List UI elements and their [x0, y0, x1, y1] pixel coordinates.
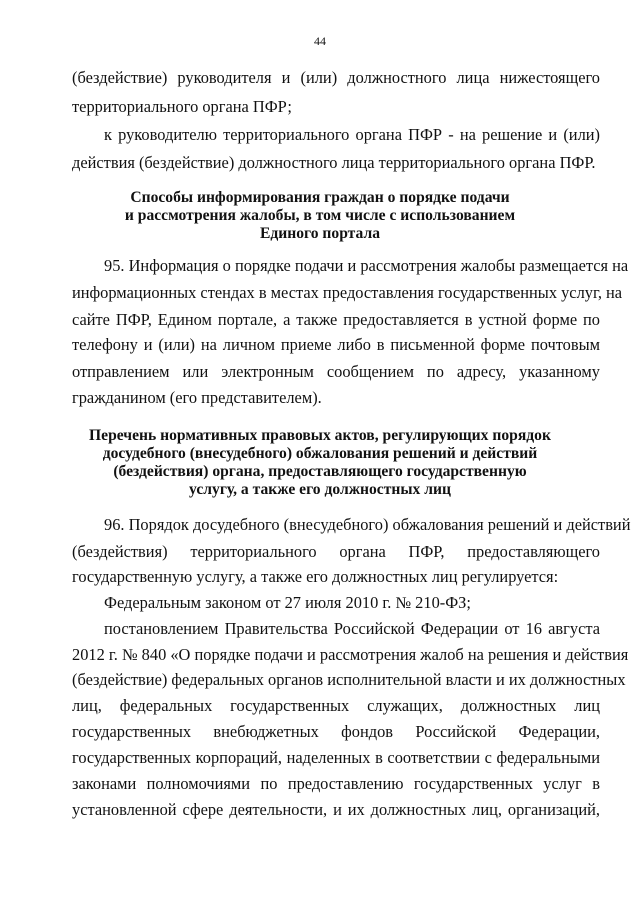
text-line: гражданином (его представителем). [72, 388, 322, 407]
text-line: (бездействие) руководителя и (или) должностного лица нижестоящего [72, 68, 600, 87]
section-heading: досудебного (внесудебного) обжалования решений и действий [102, 445, 538, 462]
text-line: информационных стендах в местах предоставления государственных услуг, на [72, 283, 623, 302]
text-line: отправлением или электронным сообщением по адресу, указанному [72, 362, 600, 381]
text-line: сайте ПФР, Едином портале, а также предоставляется в устной форме по [72, 310, 600, 329]
page-number: 44 [314, 34, 326, 48]
text-line: (бездействия) территориального органа ПФР, предоставляющего [72, 542, 600, 561]
text-line: законами полномочиями по предоставлению государственных услуг в [72, 774, 600, 793]
text-line: лиц, федеральных государственных служащих, должностных лиц [72, 696, 600, 715]
section-heading: Перечень нормативных правовых актов, регулирующих порядок [89, 427, 551, 444]
section-heading: Единого портала [259, 225, 381, 242]
section-heading: Способы информирования граждан о порядке подачи [130, 189, 510, 206]
section-heading: услугу, а также его должностных лиц [189, 481, 451, 498]
text-line: к руководителю территориального органа ПФР - на решение и (или) [104, 125, 600, 144]
text-line: территориального органа ПФР; [72, 97, 292, 116]
text-line: 96. Порядок досудебного (внесудебного) обжалования решений и действий [104, 515, 631, 534]
section-heading: и рассмотрения жалобы, в том числе с использованием [124, 207, 516, 224]
text-line: установленной сфере деятельности, и их должностных лиц, организаций, [72, 800, 600, 819]
text-line: 2012 г. № 840 «О порядке подачи и рассмотрения жалоб на решения и действия [72, 645, 629, 664]
text-line: государственных корпораций, наделенных в соответствии с федеральными [72, 748, 600, 767]
text-line: действия (бездействие) должностного лица территориального органа ПФР. [72, 153, 596, 172]
text-line: постановлением Правительства Российской Федерации от 16 августа [104, 619, 600, 638]
text-line: телефону и (или) на личном приеме либо в письменной форме почтовым [72, 335, 600, 354]
text-line: государственную услугу, а также его должностных лиц регулируется: [72, 567, 559, 586]
text-line: государственных внебюджетных фондов Российской Федерации, [72, 722, 600, 741]
section-heading: (бездействия) органа, предоставляющего государственную [113, 463, 527, 480]
text-line: 95. Информация о порядке подачи и рассмотрения жалобы размещается на [104, 256, 629, 275]
text-line: Федеральным законом от 27 июля 2010 г. № 210-ФЗ; [104, 593, 471, 612]
text-line: (бездействие) федеральных органов исполнительной власти и их должностных [72, 670, 626, 689]
